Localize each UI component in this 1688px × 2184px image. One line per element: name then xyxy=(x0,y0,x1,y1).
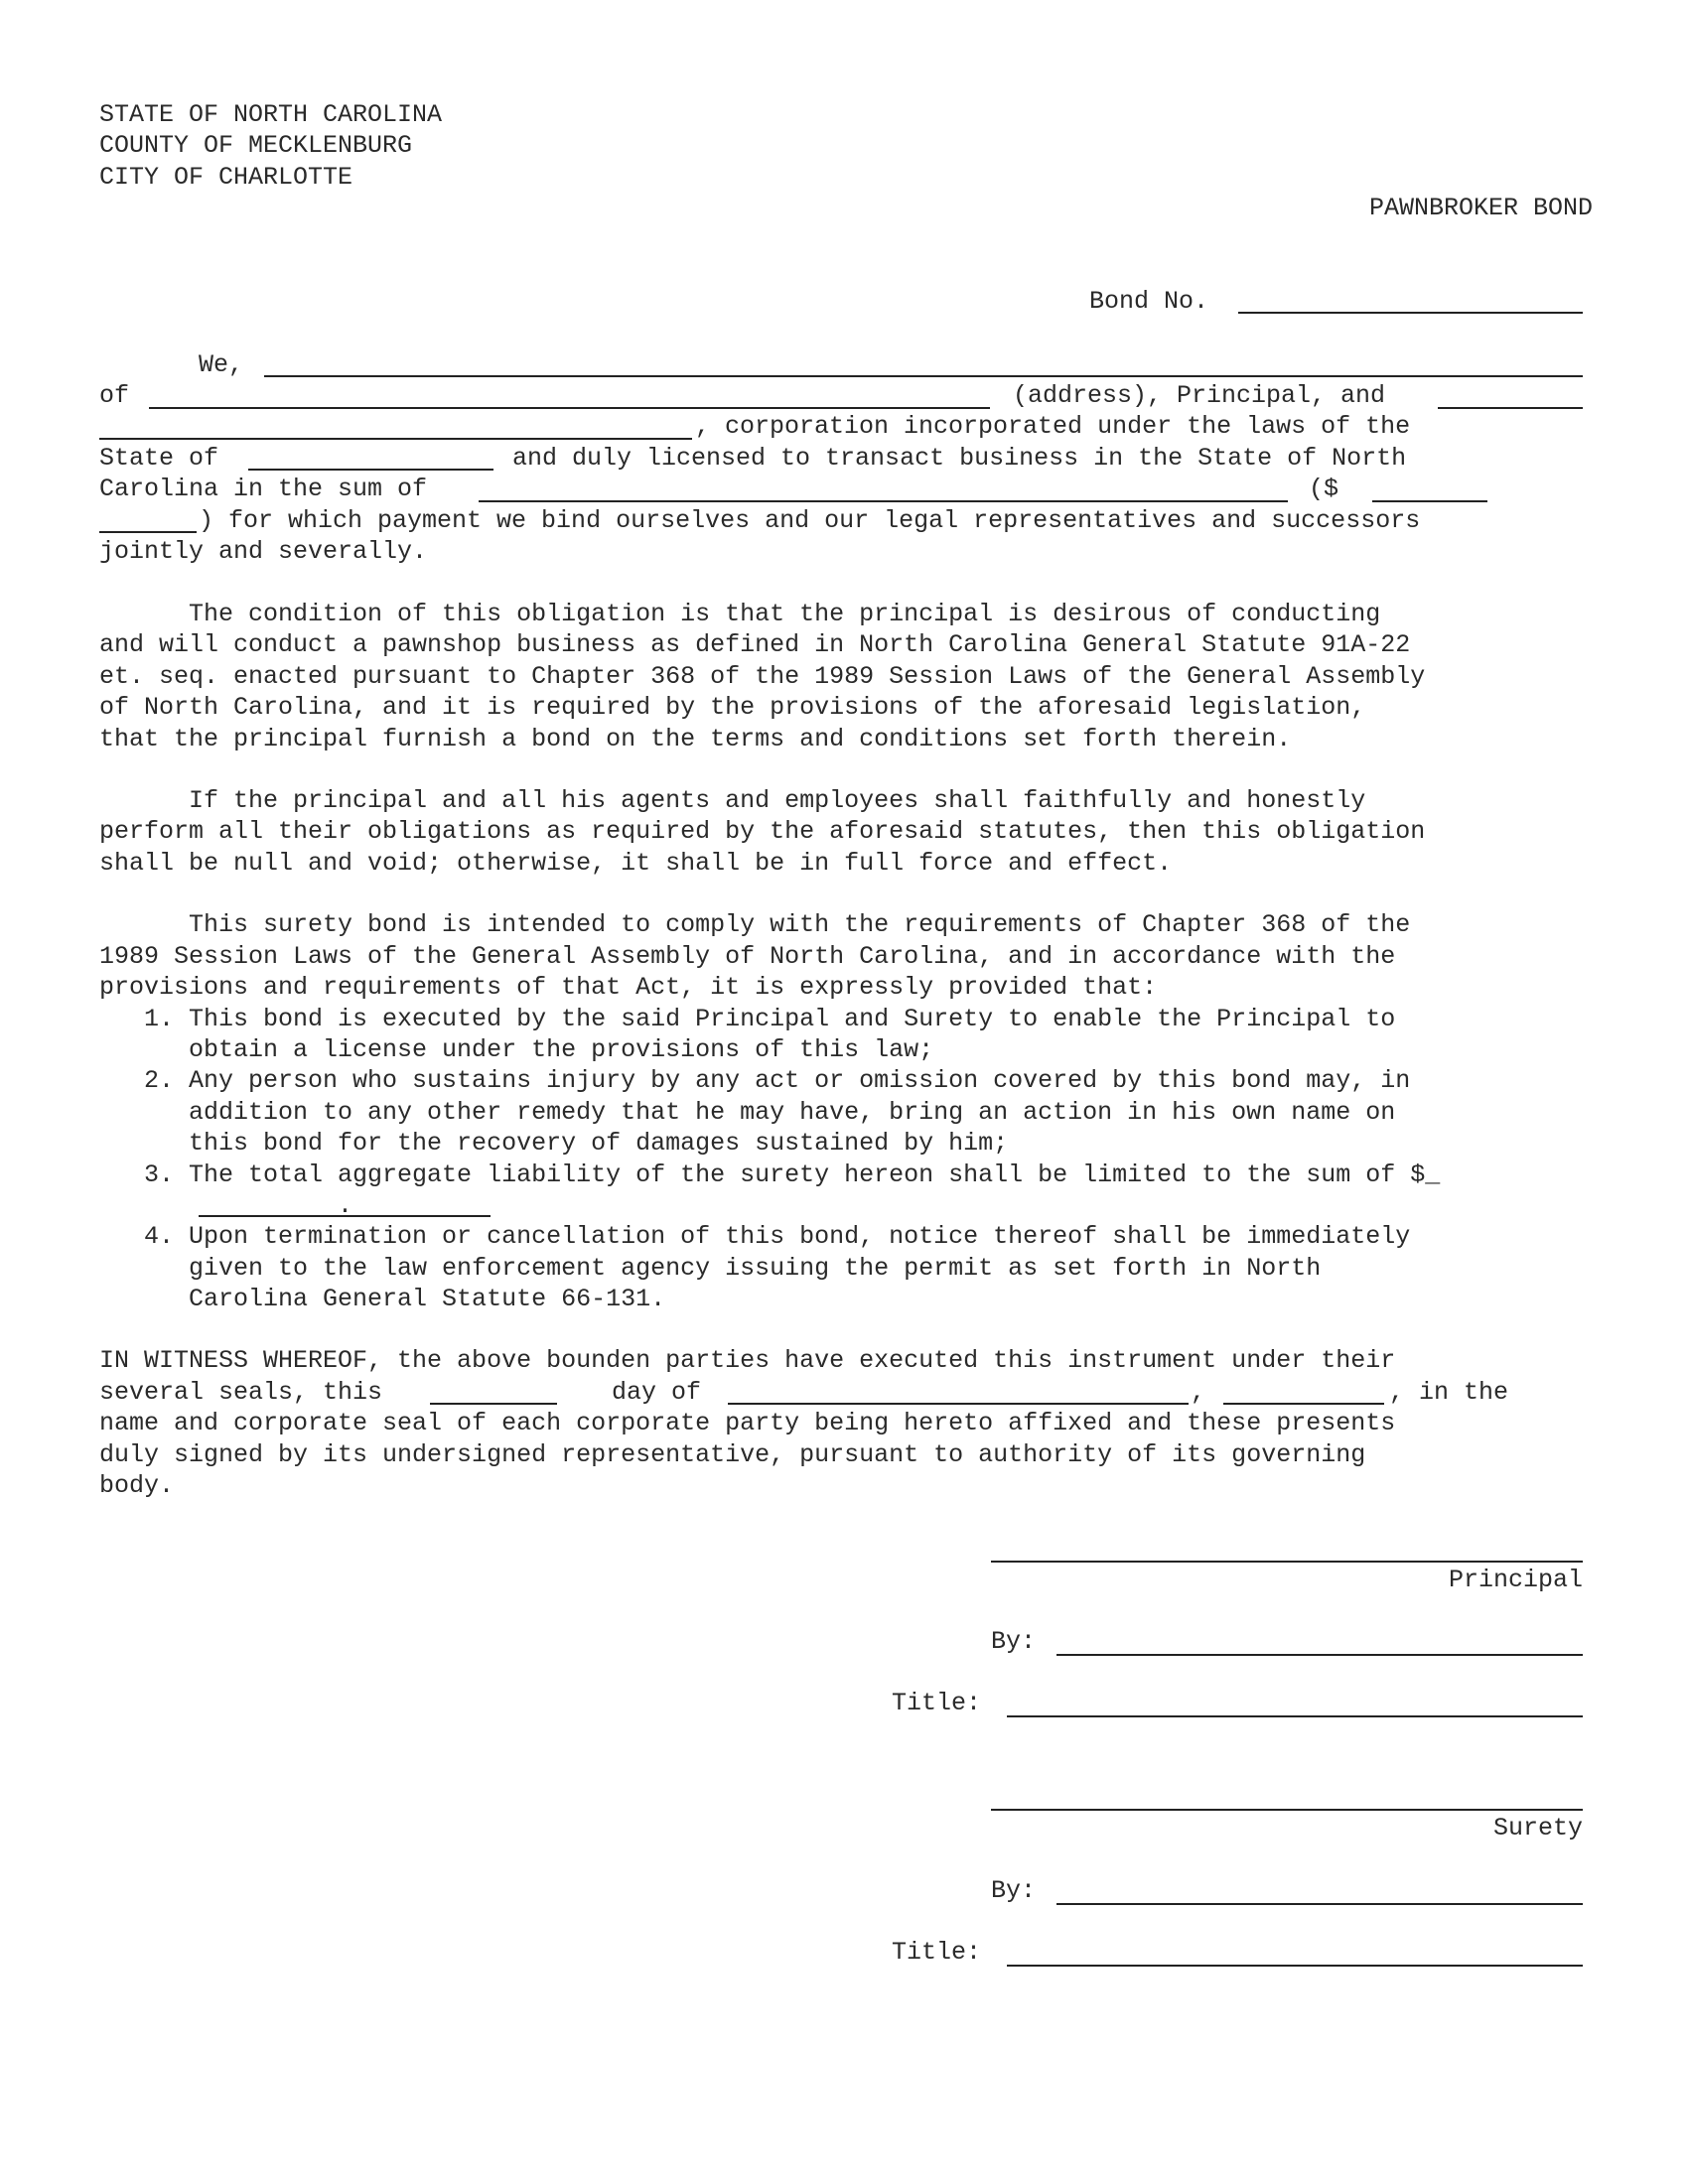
para3-line1: This surety bond is intended to comply with the requirements of Chapter 368 of the xyxy=(99,910,1411,939)
para1-line3: et. seq. enacted pursuant to Chapter 368 of the 1989 Session Laws of the General Assembly xyxy=(99,662,1426,691)
sum-amount-field-b[interactable] xyxy=(99,531,197,533)
bond-no-field[interactable] xyxy=(1238,312,1583,314)
opening-state-of: State of xyxy=(99,444,219,473)
para2-line2: perform all their obligations as required by the aforesaid statutes, then this obligation xyxy=(99,817,1426,846)
surety-label: Surety xyxy=(1492,1814,1583,1843)
surety-name-field-b[interactable] xyxy=(99,438,692,440)
opening-dollar: ($ xyxy=(1309,475,1339,503)
witness-line4: duly signed by its undersigned representative, pursuant to authority of its governing xyxy=(99,1440,1366,1469)
item2-line3: this bond for the recovery of damages sustained by him; xyxy=(99,1129,1009,1158)
item1-line2: obtain a license under the provisions of this law; xyxy=(99,1035,934,1064)
witness-line1: IN WITNESS WHEREOF, the above bounden parties have executed this instrument under their xyxy=(99,1346,1396,1375)
item4-line1: 4. Upon termination or cancellation of this bond, notice thereof shall be immediately xyxy=(99,1222,1411,1251)
principal-title-label: Title: xyxy=(892,1689,982,1717)
witness-comma: , xyxy=(1191,1378,1206,1407)
para1-line4: of North Carolina, and it is required by the provisions of the aforesaid legislation, xyxy=(99,693,1366,722)
para3-line2: 1989 Session Laws of the General Assembly of North Carolina, and in accordance with the xyxy=(99,942,1396,971)
sum-amount-field-a[interactable] xyxy=(1372,500,1487,502)
witness-line3: name and corporate seal of each corporate party being hereto affixed and these presents xyxy=(99,1409,1396,1437)
principal-address-field[interactable] xyxy=(149,407,990,409)
witness-in-the: , in the xyxy=(1389,1378,1509,1407)
witness-seals-label: several seals, this xyxy=(99,1378,383,1407)
witness-year-field[interactable] xyxy=(1223,1403,1384,1405)
opening-sum-of: Carolina in the sum of xyxy=(99,475,428,503)
header-county: COUNTY OF MECKLENBURG xyxy=(99,131,413,160)
witness-day-of-label: day of xyxy=(612,1378,702,1407)
para1-line2: and will conduct a pawnshop business as defined in North Carolina General Statute 91A-22 xyxy=(99,630,1411,659)
para3-line3: provisions and requirements of that Act, it is expressly provided that: xyxy=(99,973,1158,1002)
principal-title-field[interactable] xyxy=(1007,1715,1583,1717)
opening-corporation: , corporation incorporated under the laws of the xyxy=(695,412,1411,441)
para2-line3: shall be null and void; otherwise, it shall be in full force and effect. xyxy=(99,849,1173,878)
surety-state-field[interactable] xyxy=(248,469,493,471)
opening-we: We, xyxy=(199,350,244,379)
principal-signature-line[interactable] xyxy=(991,1561,1583,1563)
principal-name-field[interactable] xyxy=(264,375,1583,377)
opening-jointly: jointly and severally. xyxy=(99,537,428,566)
item3-line1: 3. The total aggregate liability of the surety hereon shall be limited to the sum of $_ xyxy=(99,1160,1441,1189)
item3-line2: . xyxy=(99,1191,353,1220)
para1-line5: that the principal furnish a bond on the terms and conditions set forth therein. xyxy=(99,725,1292,753)
sum-words-field[interactable] xyxy=(479,500,1288,502)
document-title: PAWNBROKER BOND xyxy=(1368,194,1593,222)
surety-name-field-a[interactable] xyxy=(1438,407,1583,409)
item1-line1: 1. This bond is executed by the said Principal and Surety to enable the Principal to xyxy=(99,1005,1396,1033)
para1-line1: The condition of this obligation is that the principal is desirous of conducting xyxy=(99,600,1381,628)
opening-licensed: and duly licensed to transact business in the State of North xyxy=(512,444,1407,473)
opening-of: of xyxy=(99,381,130,410)
header-city: CITY OF CHARLOTTE xyxy=(99,163,353,192)
item2-line2: addition to any other remedy that he may have, bring an action in his own name on xyxy=(99,1098,1396,1127)
header-state: STATE OF NORTH CAROLINA xyxy=(99,100,443,129)
item4-line3: Carolina General Statute 66-131. xyxy=(99,1285,666,1313)
bond-no-label: Bond No. xyxy=(1089,287,1209,316)
principal-by-label: By: xyxy=(991,1627,1037,1656)
surety-by-field[interactable] xyxy=(1056,1903,1583,1905)
principal-label: Principal xyxy=(1448,1566,1583,1594)
item4-line2: given to the law enforcement agency issuing the permit as set forth in North xyxy=(99,1254,1322,1283)
surety-signature-line[interactable] xyxy=(991,1809,1583,1811)
item2-line1: 2. Any person who sustains injury by any act or omission covered by this bond may, in xyxy=(99,1066,1411,1095)
opening-bind: ) for which payment we bind ourselves and our legal representatives and successors xyxy=(199,506,1421,535)
witness-day-field[interactable] xyxy=(430,1403,557,1405)
surety-title-field[interactable] xyxy=(1007,1965,1583,1967)
witness-month-field[interactable] xyxy=(728,1403,1189,1405)
surety-title-label: Title: xyxy=(892,1938,982,1967)
para2-line1: If the principal and all his agents and employees shall faithfully and honestly xyxy=(99,786,1366,815)
opening-address-label: (address), Principal, and xyxy=(1013,381,1386,410)
principal-by-field[interactable] xyxy=(1056,1654,1583,1656)
surety-by-label: By: xyxy=(991,1876,1037,1905)
witness-line5: body. xyxy=(99,1471,175,1500)
